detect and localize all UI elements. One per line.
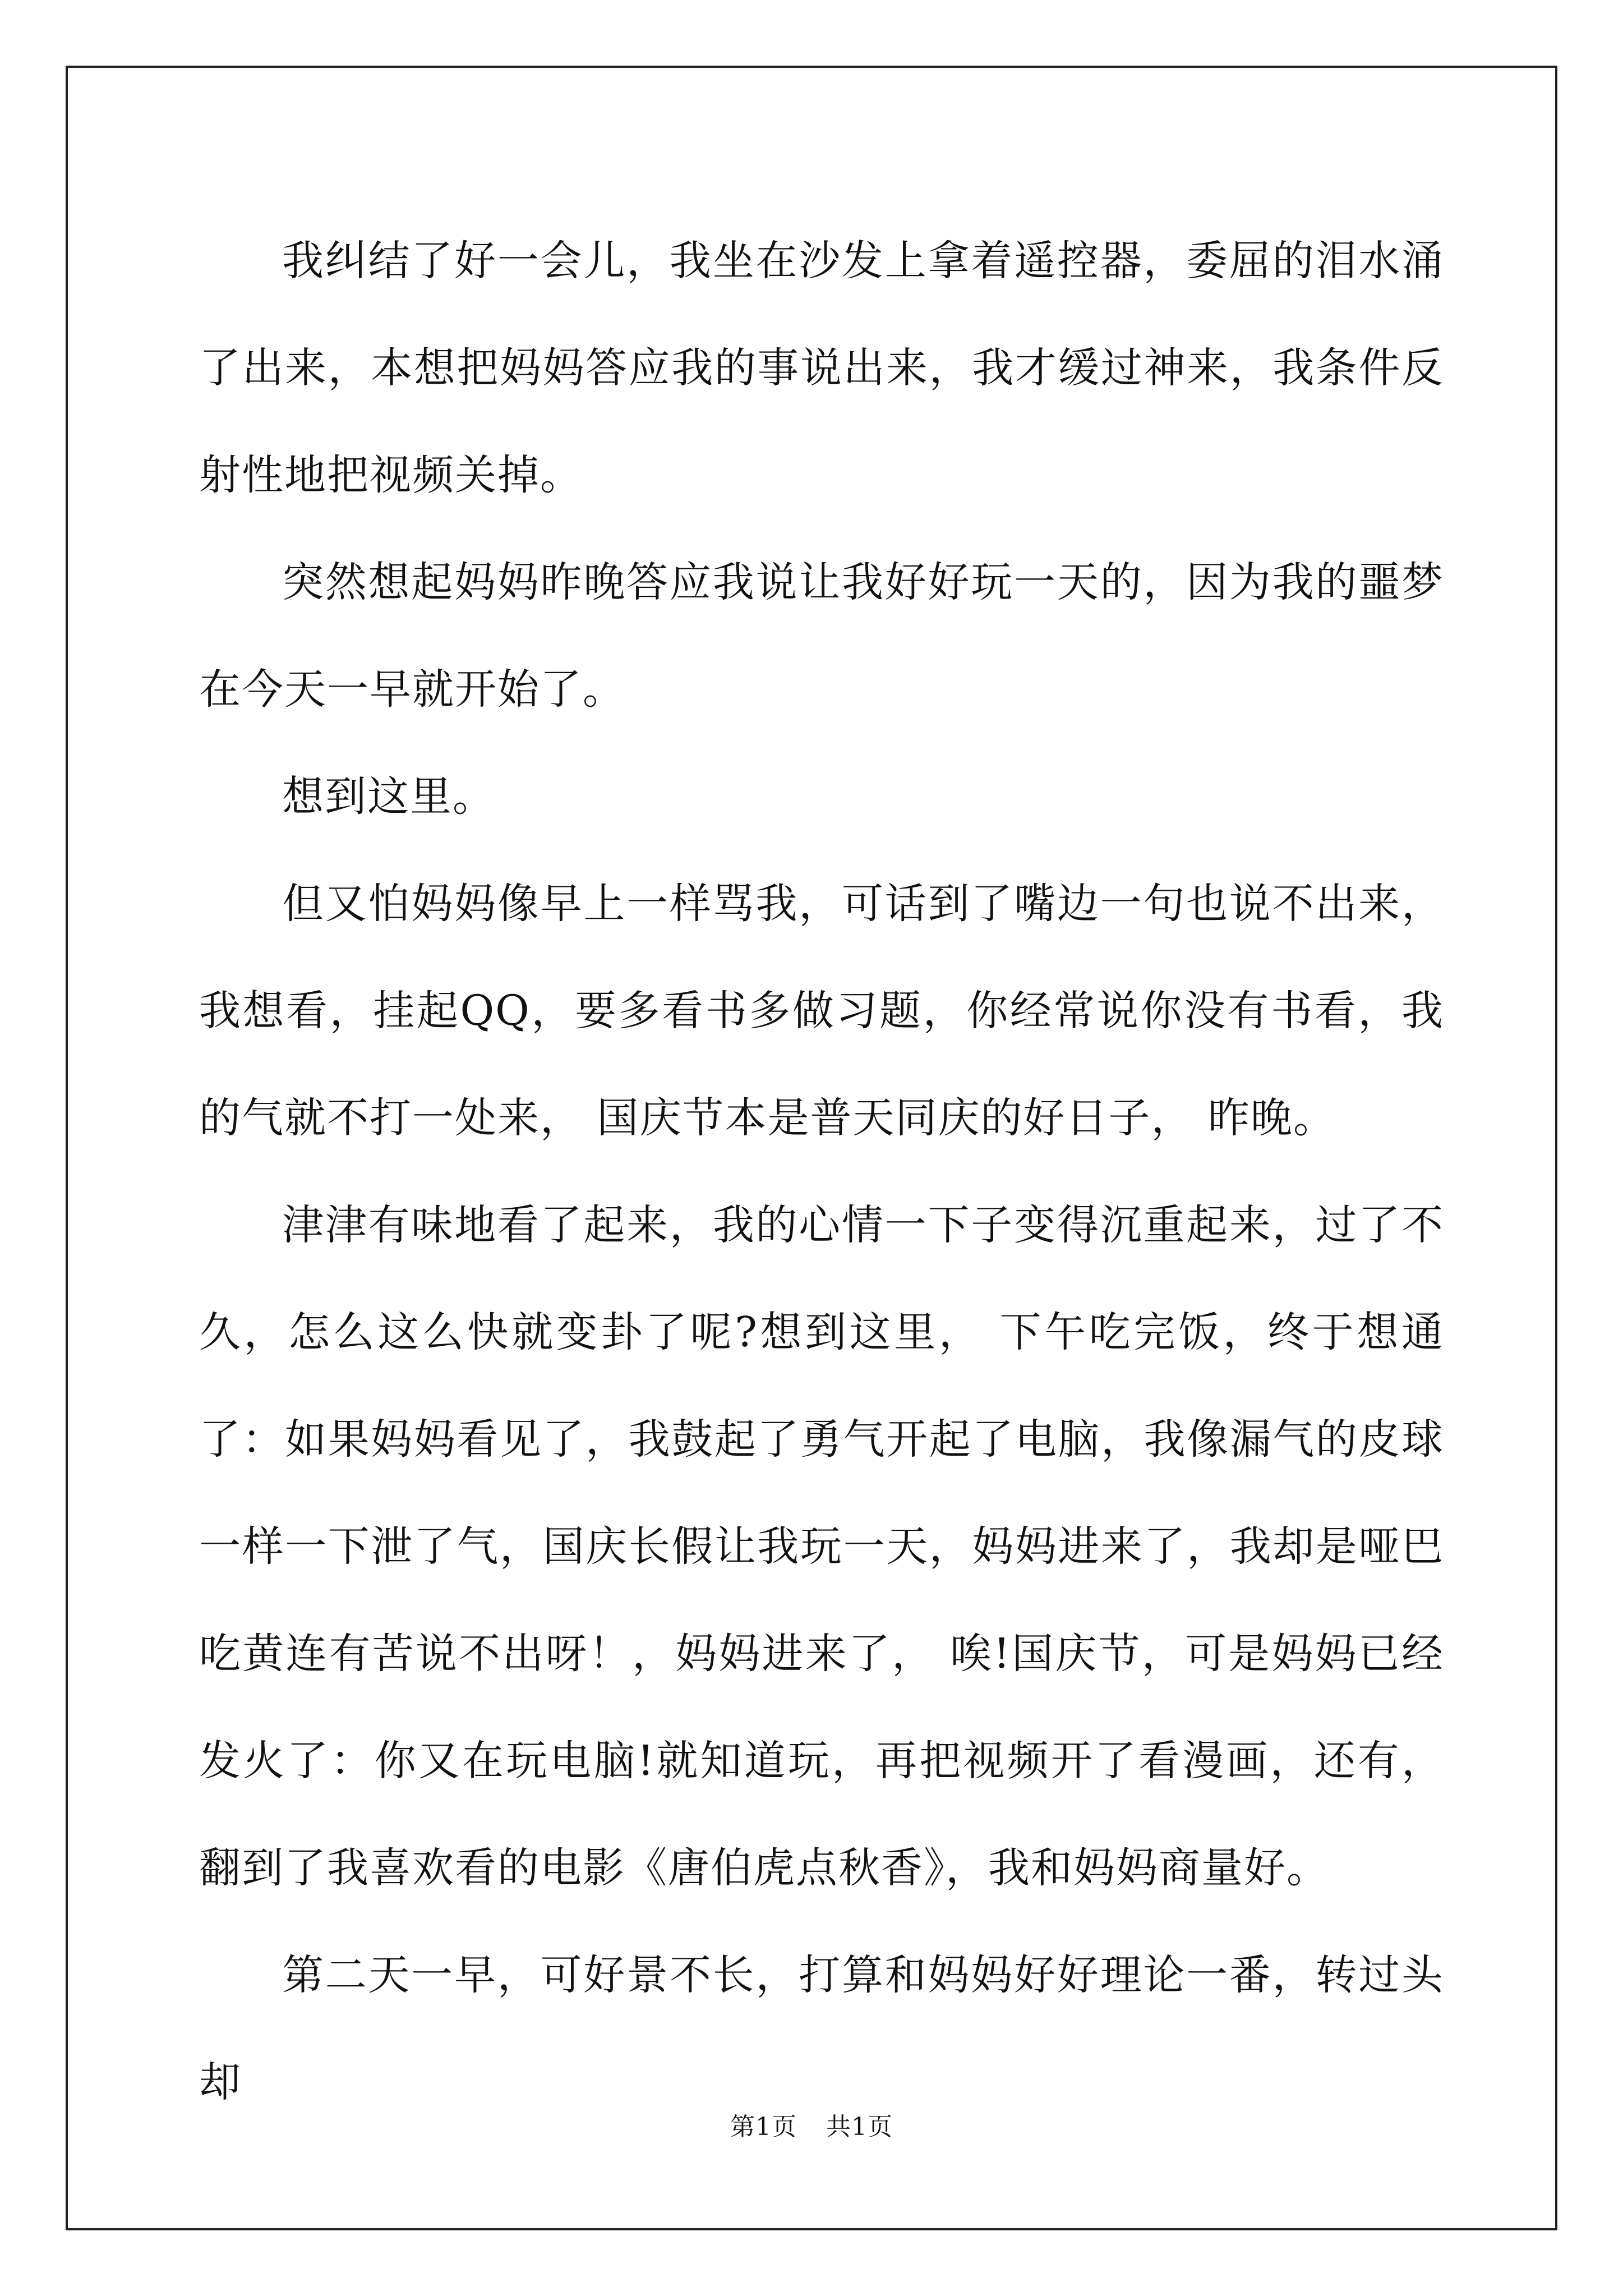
- page-number-total: 共1页: [826, 2113, 893, 2141]
- document-body: [199, 208, 1444, 2136]
- page-number-current: 第1页: [730, 2113, 797, 2141]
- paragraph-5: 津津有味地看了起来，我的心情一下子变得沉重起来，过了不久，怎么这么快就变卦了呢?想到这里， 下午吃完饭，终于想通了：如果妈妈看见了，我鼓起了勇气开起了电脑，我像漏气的皮球一样一下泄了气，国庆长假让我玩一天，妈妈进来了，我却是哑巴吃黄连有苦说不出呀！，妈妈进来了， 唉!国庆节，可是妈妈已经发火了：你又在玩电脑!就知道玩，再把视频开了看漫画，还有，翻到了我喜欢看的电影《唐伯虎点秋香》，我和妈妈商量好。: [199, 1201, 1444, 1892]
- paragraph-3: 想到这里。: [282, 772, 495, 821]
- paragraph-2: 突然想起妈妈昨晚答应我说让我好好玩一天的，因为我的噩梦在今天一早就开始了。: [199, 558, 1444, 714]
- paragraph-1: 我纠结了好一会儿，我坐在沙发上拿着遥控器，委屈的泪水涌了出来，本想把妈妈答应我的事说出来，我才缓过神来，我条件反射性地把视频关掉。: [199, 237, 1444, 499]
- paragraph-4: 但又怕妈妈像早上一样骂我，可话到了嘴边一句也说不出来，我想看，挂起QQ，要多看书多做习题，你经常说你没有书看，我的气就不打一处来， 国庆节本是普天同庆的好日子， 昨晚。: [199, 880, 1444, 1142]
- paragraph-6: 第二天一早，可好景不长，打算和妈妈好好理论一番，转过头却: [199, 1951, 1444, 2106]
- page-footer: [0, 2106, 1623, 2142]
